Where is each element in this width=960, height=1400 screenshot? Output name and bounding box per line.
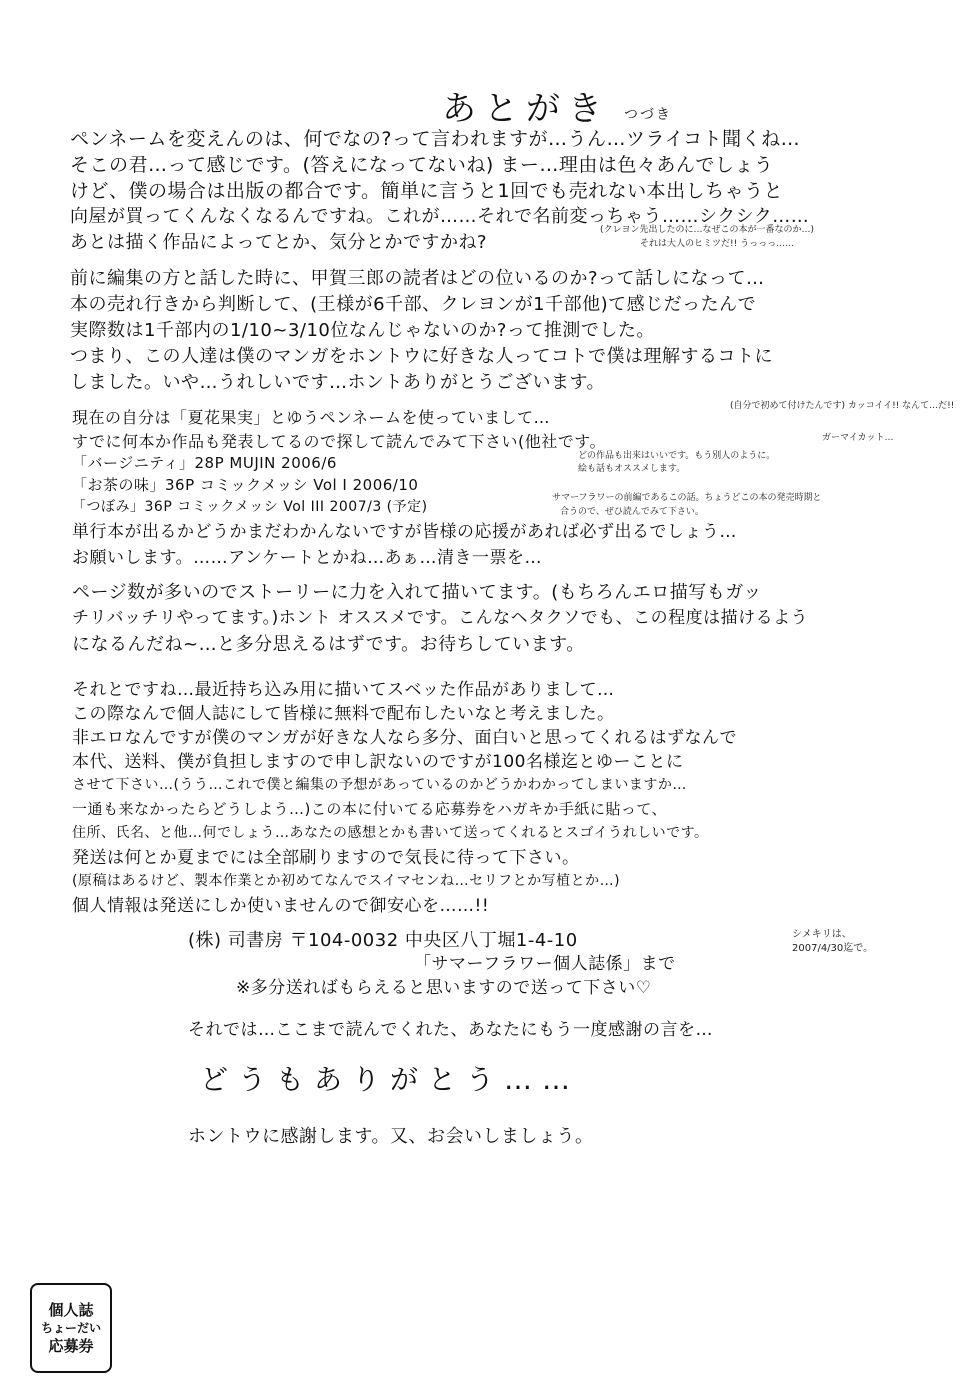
page-title-continued: つづき [624, 107, 672, 123]
paragraph-4-line-3: になるんだね~…と多分思えるはずです。お待ちしています。 [72, 634, 585, 655]
page-title: あとがき [442, 89, 610, 129]
closing-thanks: どうもありがとう…… [200, 1063, 581, 1096]
paragraph-2-line-2: 本の売れ行きから判断して、(王様が6千部、クレヨンが1千部他)て感じだったんで [70, 294, 757, 315]
paragraph-2-line-1: 前に編集の方と話した時に、甲賀三郎の読者はどの位いるのか?って話しになって… [70, 268, 765, 289]
deadline-note-1: シメキリは、 [792, 929, 852, 940]
works-note-1: サマーフラワーの前編であるこの話。ちょうどこの本の発売時期と [552, 493, 822, 503]
paragraph-3-note-4: 絵も話もオススメします。 [578, 464, 686, 474]
address-line-1: (株) 司書房 〒104-0032 中央区八丁堀1-4-10 [188, 930, 578, 951]
deadline-note-2: 2007/4/30迄で。 [792, 943, 874, 954]
paragraph-3-end-line-2: お願いします。……アンケートとかね…あぁ…清き一票を… [72, 548, 542, 568]
paragraph-5-line-8: 発送は何とか夏までには全部刷りますので気長に待って下さい。 [72, 848, 580, 868]
paragraph-3-line-2: すでに何本か作品も発表してるので探して読んでみて下さい(他社です。 [72, 432, 606, 451]
coupon-line-1: 個人誌 [48, 1300, 94, 1319]
works-note-2: 合うので、ぜひ読んでみて下さい。 [560, 507, 704, 517]
paragraph-1-note-1: (クレヨン先出したのに…なぜこの本が一番なのか…) [600, 225, 815, 235]
closing-line-1: それでは…ここまで読んでくれた、あなたにもう一度感謝の言を… [188, 1020, 713, 1040]
paragraph-5-line-6: 一通も来なかったらどうしよう…)この本に付いてる応募券をハガキか手紙に貼って、 [72, 800, 668, 818]
paragraph-5-line-4: 本代、送料、僕が負担しますので申し訳ないのですが100名様迄とゆーことに [72, 752, 684, 772]
paragraph-2-line-4: つまり、この人達は僕のマンガをホントウに好きな人ってコトで僕は理解するコトに [70, 346, 773, 367]
coupon-line-2: ちょーだい [40, 1320, 101, 1335]
paragraph-5-line-1: それとですね…最近持ち込み用に描いてスベッた作品がありまして… [72, 680, 615, 700]
paragraph-5-line-5: させて下さい…(うう…これで僕と編集の予想があっているのかどうかわかってしまいますか… [72, 777, 687, 793]
paragraph-4-line-1: ページ数が多いのでストーリーに力を入れて描いてます。(もちろんエロ描写もガッ [72, 582, 762, 603]
paragraph-3-end-line-1: 単行本が出るかどうかまだわかんないですが皆様の応援があれば必ず出るでしょう… [72, 522, 737, 542]
work-item-2: 「お茶の味」36P コミックメッシ Vol I 2006/10 [72, 476, 419, 494]
paragraph-1-line-3: けど、僕の場合は出版の都合です。簡単に言うと1回でも売れない本出しちゃうと [70, 180, 784, 202]
address-line-3: ※多分送ればもらえると思いますので送って下さい♡ [236, 978, 652, 998]
paragraph-2-line-3: 実際数は1千部内の1/10~3/10位なんじゃないのか?って推測でした。 [70, 320, 655, 341]
coupon-line-3: 応募券 [48, 1337, 94, 1356]
paragraph-1-note-2: それは大人のヒミツだ!! うっっっ…… [640, 239, 795, 249]
application-coupon [30, 1283, 112, 1373]
paragraph-3-note-2: ガーマイカット… [822, 433, 894, 443]
paragraph-2-line-5: しました。いや…うれしいです…ホントありがとうございます。 [70, 372, 606, 393]
paragraph-3-line-1: 現在の自分は「夏花果実」とゆうペンネームを使っていまして… [72, 408, 551, 427]
paragraph-1-line-4: 向屋が買ってくんなくなるんですね。これが……それで名前変っちゃう……シクシク…… [70, 206, 810, 227]
paragraph-5-line-3: 非エロなんですが僕のマンガが好きな人なら多分、面白いと思ってくれるはずなんで [72, 728, 737, 748]
closing-line-2: ホントウに感謝します。又、お会いしましょう。 [188, 1126, 594, 1147]
paragraph-1-line-5: あとは描く作品によってとか、気分とかですかね? [70, 232, 488, 253]
work-item-3: 「つぼみ」36P コミックメッシ Vol III 2007/3 (予定) [72, 499, 428, 515]
work-item-1: 「バージニティ」28P MUJIN 2006/6 [72, 454, 337, 472]
paragraph-5-line-7: 住所、氏名、と他…何でしょう…あなたの感想とかも書いて送ってくれるとスゴイうれしいです。 [72, 825, 709, 841]
paragraph-3-note-3: どの作品も出来はいいです。もう別人のように。 [578, 451, 776, 461]
address-line-2: 「サマーフラワー個人誌係」まで [414, 954, 676, 974]
paragraph-5-line-2: この際なんで個人誌にして皆様に無料で配布したいなと考えました。 [72, 704, 615, 724]
paragraph-5-line-10: 個人情報は発送にしか使いませんので御安心を……!! [72, 896, 490, 916]
paragraph-3-note-1: (自分で初めて付けたんです) カッコイイ!! なんて…だ!! [730, 401, 955, 411]
paragraph-1-line-1: ペンネームを変えんのは、何でなの?って言われますが…うん…ツライコト聞くね… [70, 128, 801, 150]
paragraph-4-line-2: チリバッチリやってます。)ホント オススメです。こんなヘタクソでも、この程度は描けるよう [72, 608, 809, 628]
paragraph-1-line-2: そこの君…って感じです。(答えになってないね) まー…理由は色々あんでしょう [70, 154, 774, 176]
paragraph-5-line-9: (原稿はあるけど、製本作業とか初めてなんでスイマセンね…セリフとか写植とか…) [72, 873, 621, 889]
